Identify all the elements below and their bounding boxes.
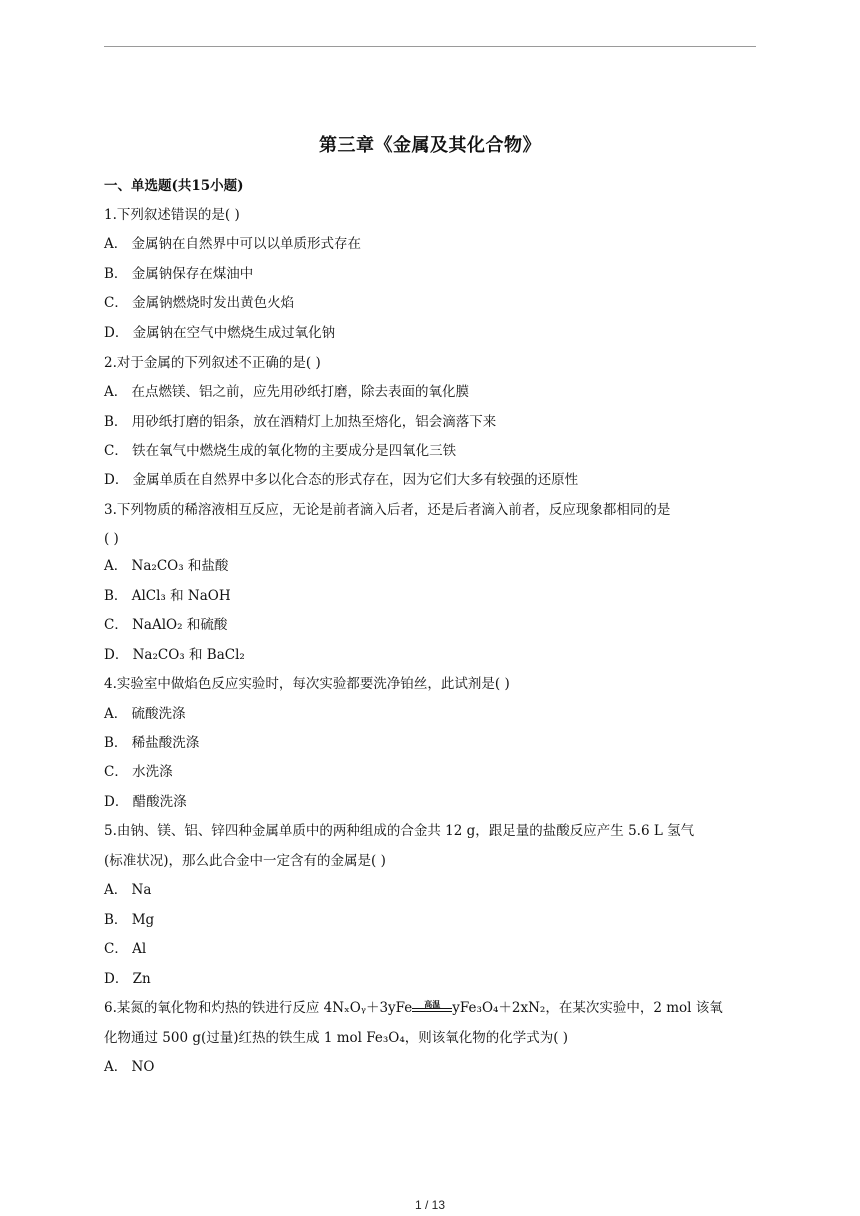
q6-stem-part2: yFe₃O₄＋2xN₂，在某次实验中，2 mol 该氧 — [452, 1000, 723, 1016]
q1-option-b: B． 金属钠保存在煤油中 — [104, 266, 254, 282]
page-title: 第三章《金属及其化合物》 — [319, 135, 541, 156]
q4-option-a: A． 硫酸洗涤 — [104, 706, 186, 722]
q5-option-d: D． Zn — [104, 971, 151, 987]
reaction-condition-label: 高温 — [424, 999, 441, 1009]
q4-option-c: C． 水洗涤 — [104, 764, 173, 780]
q4-option-d: D． 醋酸洗涤 — [104, 794, 187, 810]
q6-stem-part1: 6.某氮的氧化物和灼热的铁进行反应 4NₓOᵧ＋3yFe — [104, 1000, 413, 1016]
question-6-stem-cont: 化物通过 500 g(过量)红热的铁生成 1 mol Fe₃O₄，则该氧化物的化学式为( ) — [104, 1030, 569, 1046]
q4-option-b: B． 稀盐酸洗涤 — [104, 735, 200, 751]
q5-option-b: B． Mg — [104, 912, 155, 928]
question-4-stem: 4.实验室中做焰色反应实验时，每次实验都要洗净铂丝，此试剂是( ) — [104, 676, 510, 692]
section-heading: 一、单选题(共15小题) — [104, 178, 244, 194]
question-3-stem-cont: ( ) — [104, 531, 119, 547]
page-number: 1 / 13 — [414, 1198, 446, 1212]
question-5-stem-cont: (标准状况)，那么此合金中一定含有的金属是( ) — [104, 853, 386, 869]
q2-option-c: C． 铁在氧气中燃烧生成的氧化物的主要成分是四氧化三铁 — [104, 443, 457, 459]
q5-option-c: C． Al — [104, 941, 147, 957]
q3-option-c: C． NaAlO₂ 和硫酸 — [104, 617, 228, 633]
q2-option-a: A． 在点燃镁、铝之前，应先用砂纸打磨，除去表面的氧化膜 — [104, 384, 470, 400]
question-1-stem: 1.下列叙述错误的是( ) — [104, 207, 240, 223]
q5-option-a: A． Na — [104, 882, 152, 898]
question-6-stem — [104, 999, 723, 1017]
question-2-stem: 2.对于金属的下列叙述不正确的是( ) — [104, 355, 321, 371]
q1-option-c: C． 金属钠燃烧时发出黄色火焰 — [104, 295, 295, 311]
q2-option-d: D． 金属单质在自然界中多以化合态的形式存在，因为它们大多有较强的还原性 — [104, 472, 579, 488]
q1-option-a: A． 金属钠在自然界中可以以单质形式存在 — [104, 236, 362, 252]
question-5-stem: 5.由钠、镁、铝、锌四种金属单质中的两种组成的合金共 12 g，跟足量的盐酸反应产生 5.6 L 氢气 — [104, 823, 695, 839]
q2-option-b: B． 用砂纸打磨的铝条，放在酒精灯上加热至熔化，铝会滴落下来 — [104, 414, 497, 430]
q3-option-b: B． AlCl₃ 和 NaOH — [104, 588, 231, 604]
reaction-condition-sign — [412, 999, 452, 1013]
q3-option-a: A． Na₂CO₃ 和盐酸 — [104, 558, 229, 574]
q1-option-d: D． 金属钠在空气中燃烧生成过氧化钠 — [104, 325, 336, 341]
question-3-stem: 3.下列物质的稀溶液相互反应，无论是前者滴入后者，还是后者滴入前者，反应现象都相同的是 — [104, 502, 671, 518]
q6-option-a: A． NO — [104, 1059, 155, 1075]
q3-option-d: D． Na₂CO₃ 和 BaCl₂ — [104, 647, 245, 663]
header-rule — [104, 46, 756, 47]
